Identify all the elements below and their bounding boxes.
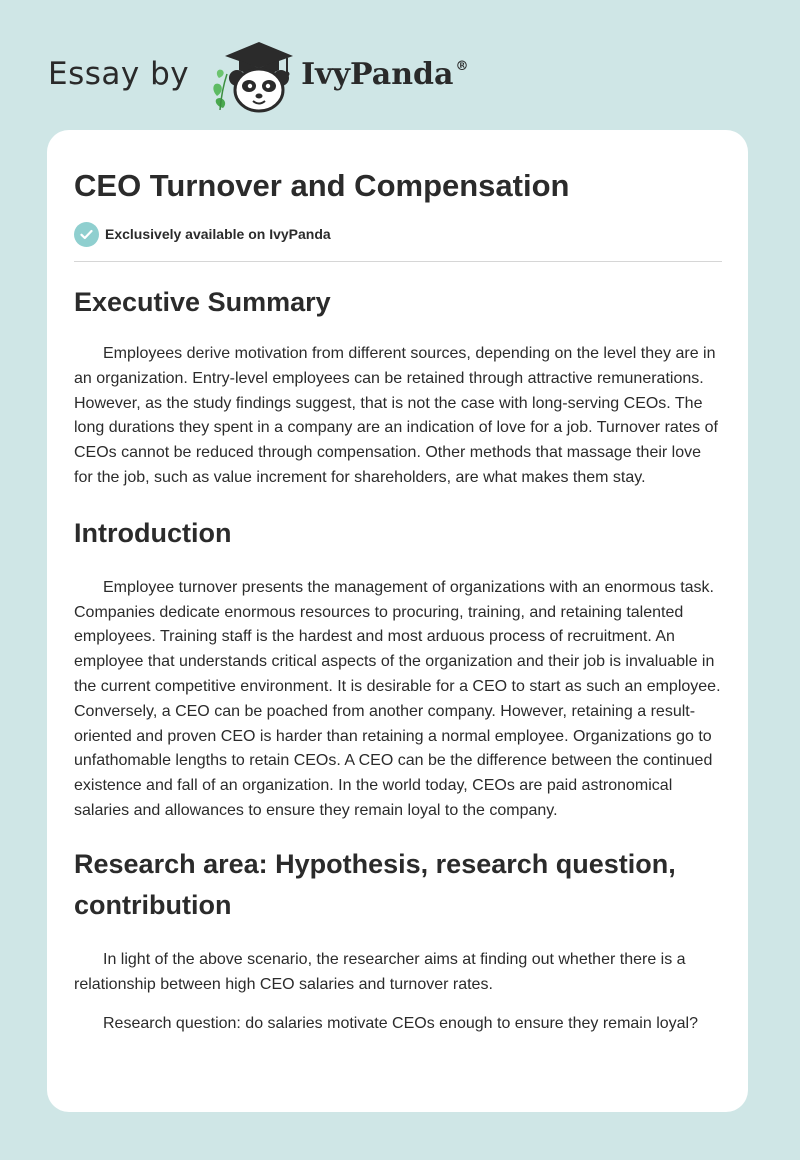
check-circle-icon [74,222,99,247]
exclusive-badge-label: Exclusively available on IvyPanda [105,226,331,242]
exclusive-badge [74,221,722,247]
divider [74,261,722,262]
panda-logo-icon [203,34,299,114]
section-executive-summary [74,282,722,491]
section-research-area [74,844,722,1037]
brand-header [48,34,468,114]
registered-mark: ® [455,58,469,74]
paragraph: In light of the above scenario, the researcher aims at finding out whether there is a relationship between high CEO salaries and turnover rates. [74,950,686,993]
brand-name: IvyPanda ® [301,56,469,92]
section-heading: Research area: Hypothesis, research question, contribution [74,848,676,920]
paragraph: Employee turnover presents the management of organizations with an enormous task. Companies dedicate enormous resources to procuring, training, and retaining talented employees. Training staff is the hardest and most arduous process of recruitment. An employee that understands critical aspects of the organization and their job is invaluable in the current competitive environment. It is desirable for a CEO to start as such an employee. Conversely, a CEO can be poached from another company. However, retaining a result-oriented and proven CEO is harder than retaining a normal employee. Organizations go to unfathomable lengths to retain CEOs. A CEO can be the difference between the continued existence and fall of an organization. In the world today, CEOs are paid astronomical salaries and allowances to ensure they remain loyal to the company. [74,578,721,819]
paragraph: Research question: do salaries motivate CEOs enough to ensure they remain loyal? [103,1015,698,1033]
section-introduction [74,513,722,824]
paragraph: Employees derive motivation from different sources, depending on the level they are in an organization. Entry-level employees can be retained through attractive remunerations. However, as the study findings suggest, that is not the case with long-serving CEOs. The long durations they spent in a company are an indication of love for a job. Turnover rates of CEOs cannot be reduced through compensation. Other methods that massage their love for the job, such as value increment for shareholders, are what makes them stay. [74,345,718,486]
brand-prefix: Essay by [48,56,190,92]
section-heading: Executive Summary [74,287,331,317]
essay-card [47,130,748,1112]
page-title: CEO Turnover and Compensation [74,168,570,203]
section-heading: Introduction [74,517,232,548]
